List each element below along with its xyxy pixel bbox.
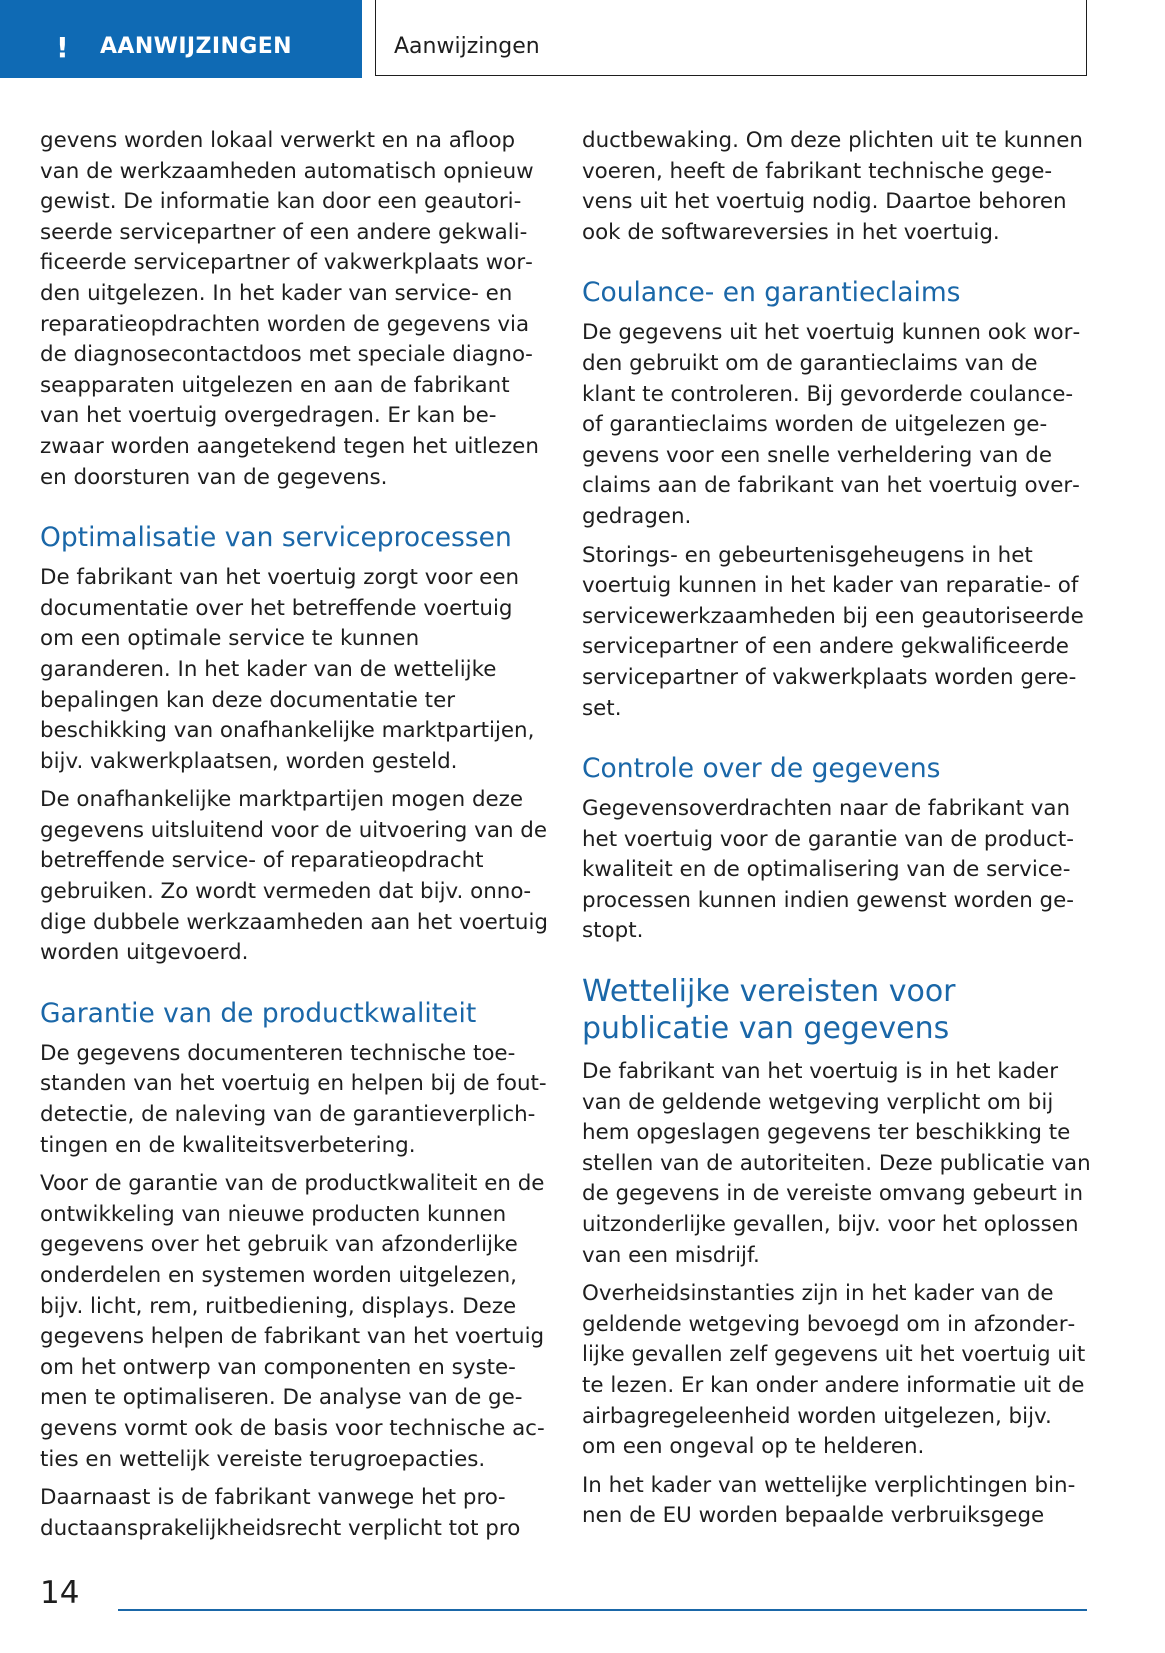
section-heading-controle: Controle over de gegevens — [582, 753, 941, 785]
footer-divider — [118, 1609, 1087, 1611]
page-number: 14 — [40, 1575, 80, 1611]
paragraph: gevens worden lokaal verwerkt en na afloop van de werkzaamheden automatisch opnieuw gewist. De informatie kan door een geautoriseerde servicepartner of een andere gekwalificeerde servicepartner of vakwerkplaats worden uitgelezen. In het kader van service- en reparatieopdrachten worden de gegevens via de diagnosecontactdoos met speciale diagnoseapparaten uitgelezen en aan de fabrikant van het voertuig overgedragen. Er kan bezwaar worden aangetekend tegen het uitlezen en doorsturen van de gegevens. — [40, 128, 539, 490]
section-heading-coulance: Coulance- en garantieclaims — [582, 277, 961, 309]
paragraph: De gegevens uit het voertuig kunnen ook worden gebruikt om de garantieclaims van de klant te controleren. Bij gevorderde coulance- of garantieclaims worden de uitgelezen gegevens voor een snelle verheldering van de claims aan de fabrikant van het voertuig overgedragen. — [582, 320, 1081, 529]
exclamation-icon: ! — [56, 31, 69, 64]
paragraph: De onafhankelijke marktpartijen mogen deze gegevens uitsluitend voor de uitvoering van de betreffende service- of reparatieopdracht gebruiken. Zo wordt vermeden dat bijv. onnodige dubbele werkzaamheden aan het voertuig worden uitgevoerd. — [40, 787, 548, 966]
paragraph: De fabrikant van het voertuig is in het kader van de geldende wetgeving verplicht om bij hem opgeslagen gegevens ter beschikking te stellen van de autoriteiten. Deze publicatie van de gegevens in de vereiste omvang gebeurt in uitzonderlijke gevallen, bijv. voor het oplossen van een misdrijf. — [582, 1059, 1091, 1268]
paragraph: Voor de garantie van de productkwaliteit en de ontwikkeling van nieuwe producten kunnen gegevens over het gebruik van afzonderlijke onderdelen en systemen worden uitgelezen, bijv. licht, rem, ruitbediening, displays. Deze gegevens helpen de fabrikant van het voertuig om het ontwerp van componenten en systemen te optimaliseren. De analyse van de gegevens vormt ook de basis voor technische acties en wettelijk vereiste terugroepacties. — [40, 1171, 545, 1472]
section-heading-garantie: Garantie van de productkwaliteit — [40, 997, 477, 1029]
paragraph: Daarnaast is de fabrikant vanwege het productaansprakelijkheidsrecht verplicht tot pro — [40, 1485, 521, 1541]
paragraph: Storings- en gebeurtenisgeheugens in het voertuig kunnen in het kader van reparatie- of servicewerkzaamheden bij een geautoriseerde servicepartner of een andere gekwalificeerde servicepartner of vakwerkplaats worden gereset. — [582, 542, 1084, 721]
breadcrumb-label: Aanwijzingen — [394, 34, 540, 59]
chapter-heading-wettelijk: Wettelijke vereisten voor publicatie van gegevens — [582, 974, 956, 1047]
paragraph: In het kader van wettelijke verplichtingen binnen de EU worden bepaalde verbruiksgege — [582, 1472, 1076, 1529]
right-column — [582, 126, 1092, 1540]
breadcrumb — [375, 0, 1087, 76]
section-tab-label: AANWIJZINGEN — [100, 34, 292, 59]
section-heading-optimalisatie: Optimalisatie van serviceprocessen — [40, 522, 512, 554]
paragraph: ductbewaking. Om deze plichten uit te kunnen voeren, heeft de fabrikant technische gegevens uit het voertuig nodig. Daartoe behoren ook de softwareversies in het voertuig. — [582, 128, 1083, 245]
paragraph: Gegevensoverdrachten naar de fabrikant van het voertuig voor de garantie van de productkwaliteit en de optimalisering van de serviceprocessen kunnen indien gewenst worden gestopt. — [582, 796, 1075, 944]
section-tab — [0, 0, 362, 78]
paragraph: De gegevens documenteren technische toestanden van het voertuig en helpen bij de foutdetectie, de naleving van de garantieverplichtingen en de kwaliteitsverbetering. — [40, 1040, 547, 1158]
paragraph: Overheidsinstanties zijn in het kader van de geldende wetgeving bevoegd om in afzonderlijke gevallen zelf gegevens uit het voertuig uit te lezen. Er kan onder andere informatie uit de airbagregeleenheid worden uitgelezen, bijv. om een ongeval op te helderen. — [582, 1281, 1086, 1460]
left-column — [40, 126, 550, 1552]
paragraph: De fabrikant van het voertuig zorgt voor een documentatie over het betreffende voertuig om een optimale service te kunnen garanderen. In het kader van de wettelijke bepalingen kan deze documentatie ter beschikking van onafhankelijke marktpartijen, bijv. vakwerkplaatsen, worden gesteld. — [40, 565, 535, 774]
